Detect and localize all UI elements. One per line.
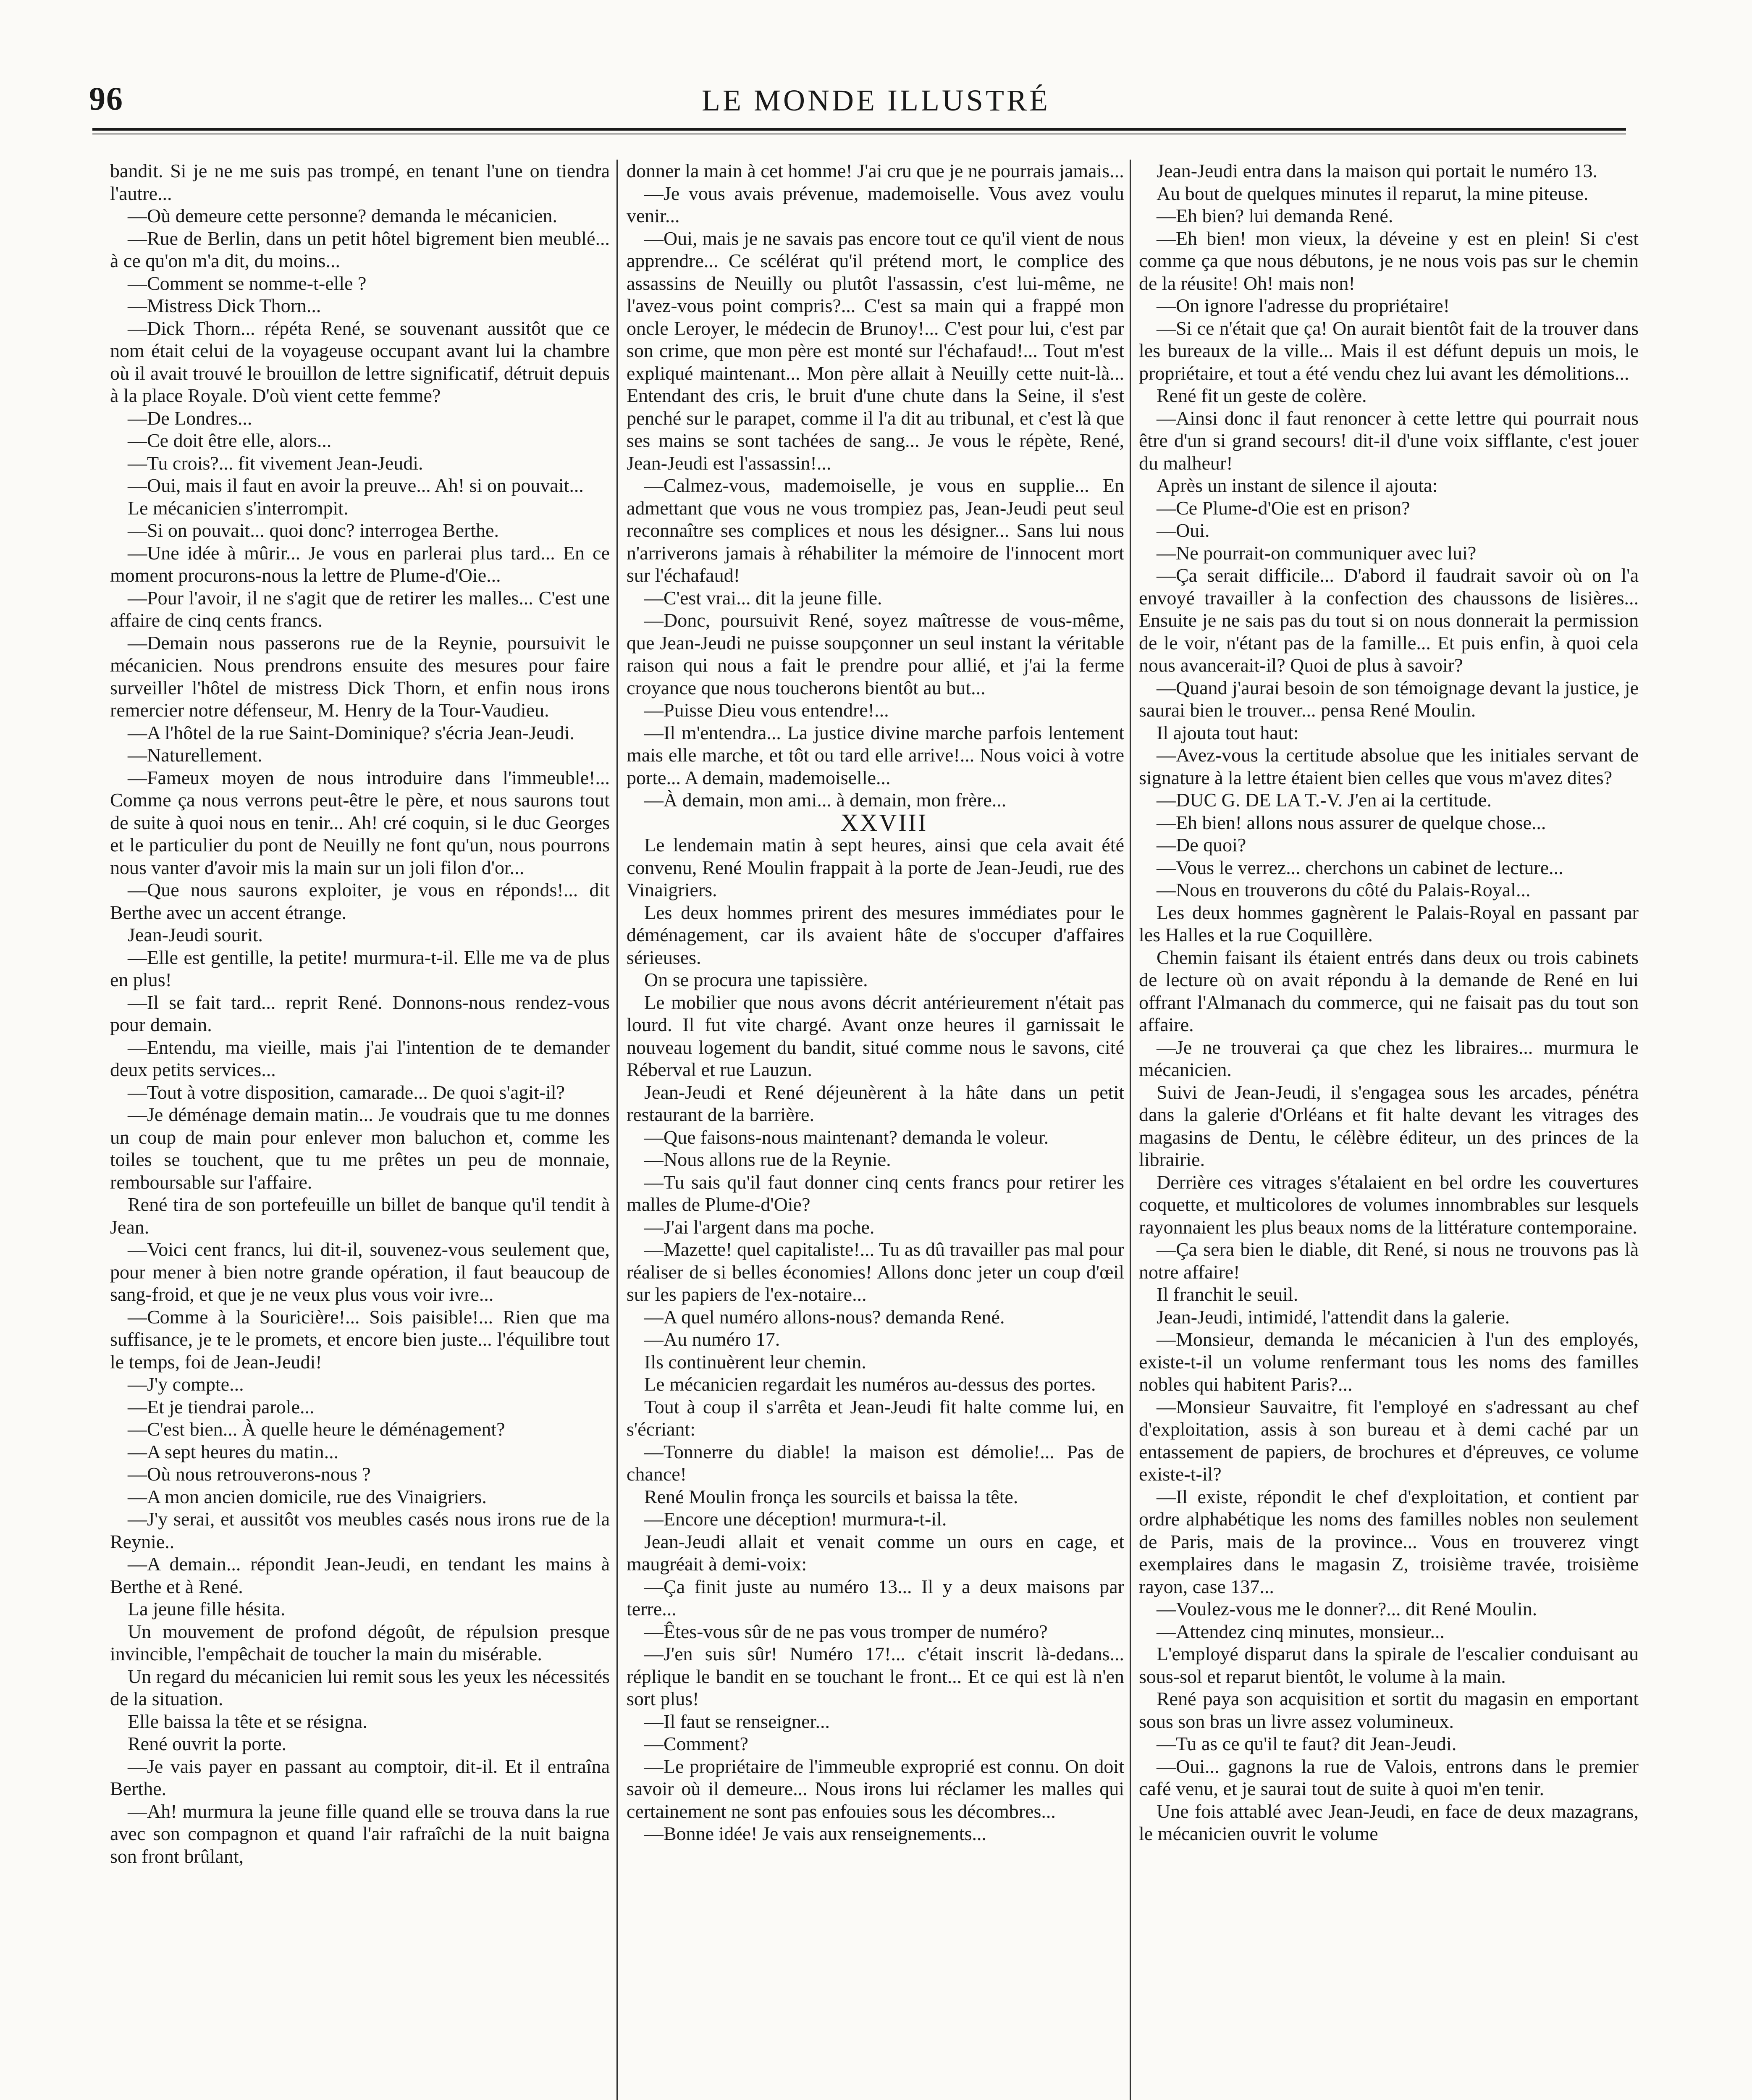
paragraph: René tira de son portefeuille un billet de banque qu'il tendit à Jean. bbox=[110, 1194, 610, 1238]
paragraph: —Ce Plume-d'Oie est en prison? bbox=[1157, 497, 1410, 519]
paragraph: —Attendez cinq minutes, monsieur... bbox=[1157, 1620, 1445, 1642]
paragraph: —Comme à la Souricière!... Sois paisible!... Rien que ma suffisance, je te le promets, et encore bien juste... l'équilibre tout le temps, foi de Jean-Jeudi! bbox=[110, 1306, 610, 1373]
paragraph: —Eh bien? lui demanda René. bbox=[1157, 205, 1393, 226]
paragraph: Elle baissa la tête et se résigna. bbox=[128, 1710, 367, 1732]
paragraph: —Ne pourrait-on communiquer avec lui? bbox=[1157, 542, 1477, 564]
paragraph: Le lendemain matin à sept heures, ainsi que cela avait été convenu, René Moulin frappait à la porte de Jean-Jeudi, rue des Vinaigriers. bbox=[627, 834, 1124, 900]
paragraph: —J'y serai, et aussitôt vos meubles casés nous irons rue de la Reynie.. bbox=[110, 1508, 610, 1552]
paragraph: —J'en suis sûr! Numéro 17!... c'était inscrit là-dedans... réplique le bandit en se touchant le front... Et ce qui est là n'en sort plus! bbox=[627, 1643, 1124, 1709]
paragraph: donner la main à cet homme! J'ai cru que je ne pourrais jamais... bbox=[627, 160, 1124, 181]
text-column-1 bbox=[110, 160, 610, 1867]
paragraph: René ouvrit la porte. bbox=[128, 1733, 287, 1754]
paragraph: —Ça serait difficile... D'abord il faudrait savoir où on l'a envoyé travailler à la confection des chaussons de lisières... Ensuite je ne sais pas du tout si on nous donnerait la permission de le voir, n'étant pas de la famille... Et puis enfin, à quoi cela nous avancerait-il? Quoi de plus à savoir? bbox=[1139, 564, 1639, 676]
paragraph: Le mobilier que nous avons décrit antérieurement n'était pas lourd. Il fut vite chargé. Avant onze heures il garnissait le nouveau logement du bandit, situé comme nous le savons, cité Réberval et rue Lauzun. bbox=[627, 991, 1124, 1080]
paragraph: René Moulin fronça les sourcils et baissa la tête. bbox=[644, 1486, 1018, 1507]
paragraph: —A l'hôtel de la rue Saint-Dominique? s'écria Jean-Jeudi. bbox=[128, 722, 575, 743]
paragraph: Il ajouta tout haut: bbox=[1157, 722, 1299, 743]
paragraph: —Ça sera bien le diable, dit René, si nous ne trouvons pas là notre affaire! bbox=[1139, 1239, 1639, 1283]
paragraph: —Tu sais qu'il faut donner cinq cents francs pour retirer les malles de Plume-d'Oie? bbox=[627, 1171, 1124, 1215]
paragraph: René paya son acquisition et sortit du magasin en emportant sous son bras un livre assez volumineux. bbox=[1139, 1688, 1639, 1732]
paragraph: —Nous en trouverons du côté du Palais-Royal... bbox=[1157, 879, 1531, 900]
paragraph: —Vous le verrez... cherchons un cabinet de lecture... bbox=[1157, 856, 1563, 878]
paragraph: Jean-Jeudi entra dans la maison qui portait le numéro 13. bbox=[1157, 160, 1598, 181]
paragraph: —Tonnerre du diable! la maison est démolie!... Pas de chance! bbox=[627, 1441, 1124, 1485]
paragraph: —Au numéro 17. bbox=[644, 1328, 780, 1350]
paragraph: —C'est bien... À quelle heure le déménagement? bbox=[128, 1418, 505, 1440]
paragraph: Un regard du mécanicien lui remit sous les yeux les nécessités de la situation. bbox=[110, 1665, 610, 1709]
paragraph: —Comment? bbox=[644, 1733, 748, 1754]
paragraph: Tout à coup il s'arrêta et Jean-Jeudi fit halte comme lui, en s'écriant: bbox=[627, 1396, 1124, 1440]
paragraph: —Rue de Berlin, dans un petit hôtel bigrement bien meublé... à ce qu'on m'a dit, du moins... bbox=[110, 227, 610, 271]
paragraph: —Ainsi donc il faut renoncer à cette lettre qui pourrait nous être d'un si grand secours! dit-il d'une voix sifflante, c'est jouer du malheur! bbox=[1139, 407, 1639, 474]
paragraph: Jean-Jeudi sourit. bbox=[128, 924, 263, 945]
paragraph: —Il faut se renseigner... bbox=[644, 1710, 830, 1732]
paragraph: —On ignore l'adresse du propriétaire! bbox=[1157, 295, 1450, 316]
paragraph: —Avez-vous la certitude absolue que les initiales servant de signature à la lettre étaient bien celles que vous m'avez dites? bbox=[1139, 744, 1639, 788]
paragraph: —Oui, mais il faut en avoir la preuve... Ah! si on pouvait... bbox=[128, 475, 584, 496]
paragraph: —Donc, poursuivit René, soyez maîtresse de vous-même, que Jean-Jeudi ne puisse soupçonner un seul instant la véritable raison qui nous a fait le prendre pour allié, et j'ai la ferme croyance que nous toucherons bientôt au but... bbox=[627, 609, 1124, 698]
column-separator bbox=[616, 160, 618, 2100]
paragraph: —Oui, mais je ne savais pas encore tout ce qu'il vient de nous apprendre... Ce scélérat qu'il prétend mort, le complice des assassins de Neuilly ou plutôt l'assassin, c'est lui-même, ne l'avez-vous point compris?... C'est sa main qui a frappé mon oncle Leroyer, le médecin de Brunoy!... C'est pour lui, c'est par son crime, que mon père est monté sur l'échafaud!... Tout m'est expliqué maintenant... Mon père allait à Neuilly cette nuit-là... Entendant des cris, le bruit d'une chute dans la Seine, il s'est penché sur le parapet, comme il l'a dit au tribunal, et c'est là que ses mains se sont tachées de sang... Je vous le répète, René, Jean-Jeudi est l'assassin!... bbox=[627, 227, 1124, 474]
paragraph: —Je vais payer en passant au comptoir, dit-il. Et il entraîna Berthe. bbox=[110, 1755, 610, 1799]
paragraph: —Tout à votre disposition, camarade... De quoi s'agit-il? bbox=[128, 1081, 565, 1103]
paragraph: —Puisse Dieu vous entendre!... bbox=[644, 699, 889, 721]
paragraph: Le mécanicien s'interrompit. bbox=[128, 497, 349, 519]
paragraph: Une fois attablé avec Jean-Jeudi, en face de deux mazagrans, le mécanicien ouvrit le volume bbox=[1139, 1800, 1639, 1844]
paragraph: —Où nous retrouverons-nous ? bbox=[128, 1463, 371, 1485]
paragraph: Derrière ces vitrages s'étalaient en bel ordre les couvertures coquette, et multicolores de volumes innombrables sur lesquels rayonnaient les plus beaux noms de la littérature contemporaine. bbox=[1139, 1171, 1639, 1238]
paragraph: —Je déménage demain matin... Je voudrais que tu me donnes un coup de main pour enlever mon baluchon et, comme les toiles se touchent, que tu me prêtes un peu de monnaie, remboursable sur l'affaire. bbox=[110, 1104, 610, 1193]
paragraph: Jean-Jeudi, intimidé, l'attendit dans la galerie. bbox=[1157, 1306, 1510, 1328]
paragraph: —Comment se nomme-t-elle ? bbox=[128, 272, 367, 294]
paragraph: —Tu as ce qu'il te faut? dit Jean-Jeudi. bbox=[1157, 1733, 1457, 1754]
paragraph: bandit. Si je ne me suis pas trompé, en tenant l'une on tiendra l'autre... bbox=[110, 160, 610, 204]
paragraph: —Êtes-vous sûr de ne pas vous tromper de numéro? bbox=[644, 1620, 1048, 1642]
paragraph: —De quoi? bbox=[1157, 834, 1246, 856]
paragraph: —Dick Thorn... répéta René, se souvenant aussitôt que ce nom était celui de la voyageuse occupant avant lui la chambre où il avait trouvé le brouillon de lettre significatif, détruit depuis à la place Royale. D'où vient cette femme? bbox=[110, 317, 610, 406]
paragraph: —Elle est gentille, la petite! murmura-t-il. Elle me va de plus en plus! bbox=[110, 946, 610, 990]
paragraph: —Encore une déception! murmura-t-il. bbox=[644, 1508, 947, 1530]
paragraph: Au bout de quelques minutes il reparut, la mine piteuse. bbox=[1157, 182, 1589, 204]
paragraph: —A sept heures du matin... bbox=[128, 1441, 339, 1462]
text-column-3 bbox=[1139, 160, 1639, 1845]
paragraph: —Monsieur Sauvaitre, fit l'employé en s'adressant au chef d'exploitation, assis à son bureau et à demi caché par un entassement de papiers, de brochures et d'épreuves, ce volume existe-t-il? bbox=[1139, 1396, 1639, 1485]
paragraph: La jeune fille hésita. bbox=[128, 1598, 286, 1620]
paragraph: —Quand j'aurai besoin de son témoignage devant la justice, je saurai bien le trouver... pensa René Moulin. bbox=[1139, 677, 1639, 721]
paragraph: —Si on pouvait... quoi donc? interrogea Berthe. bbox=[128, 520, 499, 541]
paragraph: —DUC G. DE LA T.-V. J'en ai la certitude. bbox=[1157, 789, 1492, 811]
paragraph: —Ah! murmura la jeune fille quand elle se trouva dans la rue avec son compagnon et quand l'air rafraîchi de la nuit baigna son front brûlant, bbox=[110, 1800, 610, 1867]
paragraph: —Je ne trouverai ça que chez les libraires... murmura le mécanicien. bbox=[1139, 1036, 1639, 1080]
paragraph: —Monsieur, demanda le mécanicien à l'un des employés, existe-t-il un volume renfermant tous les noms des familles nobles qui habitent Paris?... bbox=[1139, 1328, 1639, 1395]
paragraph: —Oui... gagnons la rue de Valois, entrons dans le premier café venu, et je saurai tout de suite à quoi m'en tenir. bbox=[1139, 1755, 1639, 1799]
paragraph: —J'ai l'argent dans ma poche. bbox=[644, 1216, 875, 1238]
paragraph: Jean-Jeudi allait et venait comme un ours en cage, et maugréait à demi-voix: bbox=[627, 1530, 1124, 1575]
column-separator bbox=[1130, 160, 1131, 2100]
paragraph: —C'est vrai... dit la jeune fille. bbox=[644, 587, 882, 609]
paragraph: —Oui. bbox=[1157, 520, 1210, 541]
paragraph: René fit un geste de colère. bbox=[1157, 385, 1367, 406]
paragraph: —Le propriétaire de l'immeuble exproprié est connu. On doit savoir où il demeure... Nous irons lui réclamer les malles qui certainement ne sont pas enfouies sous les décombres... bbox=[627, 1755, 1124, 1822]
paragraph: —J'y compte... bbox=[128, 1373, 244, 1395]
paragraph: Les deux hommes prirent des mesures immédiates pour le déménagement, car ils avaient hâte de s'occuper d'affaires sérieuses. bbox=[627, 901, 1124, 968]
page-number: 96 bbox=[89, 80, 123, 117]
paragraph: —Voici cent francs, lui dit-il, souvenez-vous seulement que, pour mener à bien notre grande opération, il faut beaucoup de sang-froid, et que je ne veux plus vous voir ivre... bbox=[110, 1239, 610, 1305]
paragraph: Il franchit le seuil. bbox=[1157, 1284, 1298, 1305]
paragraph: Après un instant de silence il ajouta: bbox=[1157, 475, 1438, 496]
paragraph: —Où demeure cette personne? demanda le mécanicien. bbox=[128, 205, 558, 226]
paragraph: —Et je tiendrai parole... bbox=[128, 1396, 315, 1418]
paragraph: —Eh bien! allons nous assurer de quelque chose... bbox=[1157, 811, 1546, 833]
paragraph: —Mazette! quel capitaliste!... Tu as dû travailler pas mal pour réaliser de si belles économies! Allons donc jeter un coup d'œil sur les papiers de l'ex-notaire... bbox=[627, 1239, 1124, 1305]
paragraph: —Fameux moyen de nous introduire dans l'immeuble!... Comme ça nous verrons peut-être le père, et nous saurons tout de suite à quoi nous en tenir... Ah! cré coquin, si le duc Georges et le particulier du pont de Neuilly ne font qu'un, nous pourrons nous vanter d'avoir mis la main sur un joli filon d'or... bbox=[110, 766, 610, 878]
paragraph: Un mouvement de profond dégoût, de répulsion presque invincible, l'empêchait de toucher la main du misérable. bbox=[110, 1620, 610, 1664]
paragraph: —Nous allons rue de la Reynie. bbox=[644, 1149, 891, 1170]
paragraph: —Voulez-vous me le donner?... dit René Moulin. bbox=[1157, 1598, 1537, 1620]
paragraph: —Il m'entendra... La justice divine marche parfois lentement mais elle marche, et tôt ou tard elle arrive!... Nous voici à votre porte... A demain, mademoiselle... bbox=[627, 722, 1124, 788]
paragraph: —Il se fait tard... reprit René. Donnons-nous rendez-vous pour demain. bbox=[110, 991, 610, 1035]
paragraph: —De Londres... bbox=[128, 407, 252, 429]
paragraph: —Entendu, ma vieille, mais j'ai l'intention de te demander deux petits services... bbox=[110, 1036, 610, 1080]
paragraph: Le mécanicien regardait les numéros au-dessus des portes. bbox=[644, 1373, 1096, 1395]
paragraph: —Que faisons-nous maintenant? demanda le voleur. bbox=[644, 1126, 1049, 1148]
text-column-2 bbox=[627, 160, 1124, 1845]
paragraph: —Si ce n'était que ça! On aurait bientôt fait de la trouver dans les bureaux de la ville... Mais il est défunt depuis un mois, le propriétaire, et tout a été vendu chez lui avant les démolitions... bbox=[1139, 317, 1639, 384]
header-rule bbox=[92, 128, 1626, 131]
running-title: LE MONDE ILLUSTRÉ bbox=[702, 84, 1050, 117]
paragraph: —Bonne idée! Je vais aux renseignements... bbox=[644, 1823, 986, 1844]
paragraph: —A demain... répondit Jean-Jeudi, en tendant les mains à Berthe et à René. bbox=[110, 1553, 610, 1597]
paragraph: —Naturellement. bbox=[128, 744, 262, 766]
paragraph: Suivi de Jean-Jeudi, il s'engagea sous les arcades, pénétra dans la galerie d'Orléans et fit halte devant les vitrages des magasins de Dentu, le célèbre éditeur, un des princes de la librairie. bbox=[1139, 1081, 1639, 1170]
paragraph: —Une idée à mûrir... Je vous en parlerai plus tard... En ce moment procurons-nous la lettre de Plume-d'Oie... bbox=[110, 542, 610, 586]
paragraph: —Que nous saurons exploiter, je vous en réponds!... dit Berthe avec un accent étrange. bbox=[110, 879, 610, 923]
chapter-heading: XXVIII bbox=[840, 808, 928, 836]
paragraph: Les deux hommes gagnèrent le Palais-Royal en passant par les Halles et la rue Coquillère. bbox=[1139, 901, 1639, 945]
paragraph: Jean-Jeudi et René déjeunèrent à la hâte dans un petit restaurant de la barrière. bbox=[627, 1081, 1124, 1125]
paragraph: —Demain nous passerons rue de la Reynie, poursuivit le mécanicien. Nous prendrons ensuite des mesures pour faire surveiller l'hôtel de mistress Dick Thorn, et enfin nous irons remercier notre défenseur, M. Henry de la Tour-Vaudieu. bbox=[110, 632, 610, 721]
paragraph: —Pour l'avoir, il ne s'agit que de retirer les malles... C'est une affaire de cinq cents francs. bbox=[110, 587, 610, 631]
paragraph: —Calmez-vous, mademoiselle, je vous en supplie... En admettant que vous ne vous trompiez pas, Jean-Jeudi peut seul reconnaître ses complices et nous les désigner... Sans lui nous n'arriverons jamais à réhabiliter la mémoire de l'innocent mort sur l'échafaud! bbox=[627, 475, 1124, 586]
paragraph: Chemin faisant ils étaient entrés dans deux ou trois cabinets de lecture où on avait répondu à la demande de René en lui offrant l'Almanach du commerce, qui ne faisait pas du tout son affaire. bbox=[1139, 946, 1639, 1035]
paragraph: —A quel numéro allons-nous? demanda René. bbox=[644, 1306, 1005, 1328]
paragraph: —Il existe, répondit le chef d'exploitation, et contient par ordre alphabétique les noms des familles nobles non seulement de Paris, mais de la province... Vous en trouverez vingt exemplaires dans le magasin Z, troisième travée, troisième rayon, case 137... bbox=[1139, 1486, 1639, 1597]
paragraph: —Eh bien! mon vieux, la déveine y est en plein! Si c'est comme ça que nous débutons, je ne nous vois pas sur le chemin de la réusite! Oh! mais non! bbox=[1139, 227, 1639, 294]
paragraph: —Mistress Dick Thorn... bbox=[128, 295, 321, 316]
paragraph: Ils continuèrent leur chemin. bbox=[644, 1351, 866, 1373]
paragraph: —Je vous avais prévenue, mademoiselle. Vous avez voulu venir... bbox=[627, 182, 1124, 226]
paragraph: —Ce doit être elle, alors... bbox=[128, 430, 332, 451]
paragraph: —À demain, mon ami... à demain, mon frère... bbox=[644, 789, 1007, 811]
paragraph: L'employé disparut dans la spirale de l'escalier conduisant au sous-sol et reparut bientôt, le volume à la main. bbox=[1139, 1643, 1639, 1687]
paragraph: —Ça finit juste au numéro 13... Il y a deux maisons par terre... bbox=[627, 1575, 1124, 1620]
paragraph: —Tu crois?... fit vivement Jean-Jeudi. bbox=[128, 452, 423, 474]
paragraph: —A mon ancien domicile, rue des Vinaigriers. bbox=[128, 1486, 487, 1507]
paragraph: On se procura une tapissière. bbox=[644, 969, 868, 990]
